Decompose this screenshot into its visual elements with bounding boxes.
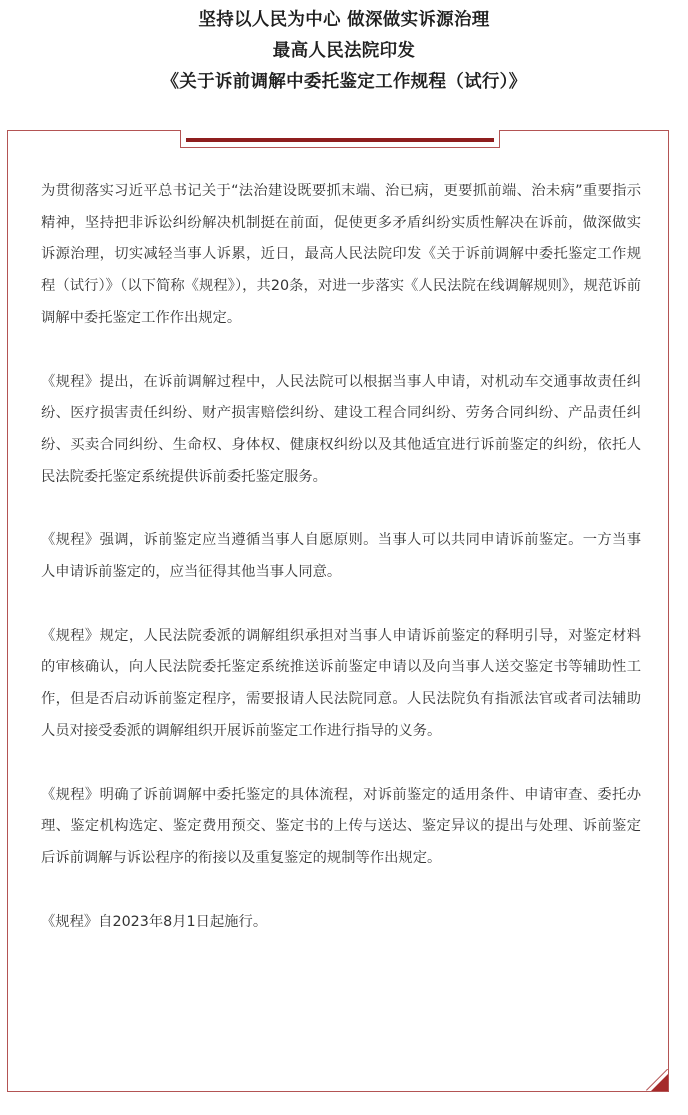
corner-ornament xyxy=(646,1069,668,1091)
frame-top-notch xyxy=(180,130,500,148)
accent-bar xyxy=(186,138,494,142)
paragraph-duties: 《规程》规定，人民法院委派的调解组织承担对当事人申请诉前鉴定的释明引导，对鉴定材料的审核确认，向人民法院委托鉴定系统推送诉前鉴定申请以及向当事人送交鉴定书等辅助性工作，但是否启动诉前鉴定程序，需要报请人民法院同意。人民法院负有指派法官或者司法辅助人员对接受委派的调解组织开展诉前鉴定工作进行指导的义务。 xyxy=(41,627,641,739)
headline-line-2: 最高人民法院印发 xyxy=(272,41,416,61)
headline-line-1: 坚持以人民为中心 做深做实诉源治理 xyxy=(198,10,490,30)
paragraph-voluntary: 《规程》强调，诉前鉴定应当遵循当事人自愿原则。当事人可以共同申请诉前鉴定。一方当事人申请诉前鉴定的，应当征得其他当事人同意。 xyxy=(41,532,641,581)
article-header xyxy=(0,0,688,98)
paragraph-scope: 《规程》提出，在诉前调解过程中，人民法院可以根据当事人申请，对机动车交通事故责任纠纷、医疗损害责任纠纷、财产损害赔偿纠纷、建设工程合同纠纷、劳务合同纠纷、产品责任纠纷、买卖合同纠纷、生命权、身体权、健康权纠纷以及其他适宜进行诉前鉴定的纠纷，依托人民法院委托鉴定系统提供诉前委托鉴定服务。 xyxy=(41,373,641,485)
headline-line-3: 《关于诉前调解中委托鉴定工作规程（试行）》 xyxy=(161,72,527,92)
article-body xyxy=(41,176,641,938)
paragraph-effective-date: 《规程》自2023年8月1日起施行。 xyxy=(41,913,268,930)
paragraph-intro: 为贯彻落实习近平总书记关于“法治建设既要抓末端、治已病，更要抓前端、治未病”重要指示精神，坚持把非诉讼纠纷解决机制挺在前面，促使更多矛盾纠纷实质性解决在诉前，做深做实诉源治理，切实减轻当事人诉累，近日，最高人民法院印发《关于诉前调解中委托鉴定工作规程（试行）》（以下简称《规程》），共20条，对进一步落实《人民法院在线调解规则》，规范诉前调解中委托鉴定工作作出规定。 xyxy=(41,183,641,326)
paragraph-procedure: 《规程》明确了诉前调解中委托鉴定的具体流程，对诉前鉴定的适用条件、申请审查、委托办理、鉴定机构选定、鉴定费用预交、鉴定书的上传与送达、鉴定异议的提出与处理、诉前鉴定后诉前调解与诉讼程序的衔接以及重复鉴定的规制等作出规定。 xyxy=(41,786,641,866)
